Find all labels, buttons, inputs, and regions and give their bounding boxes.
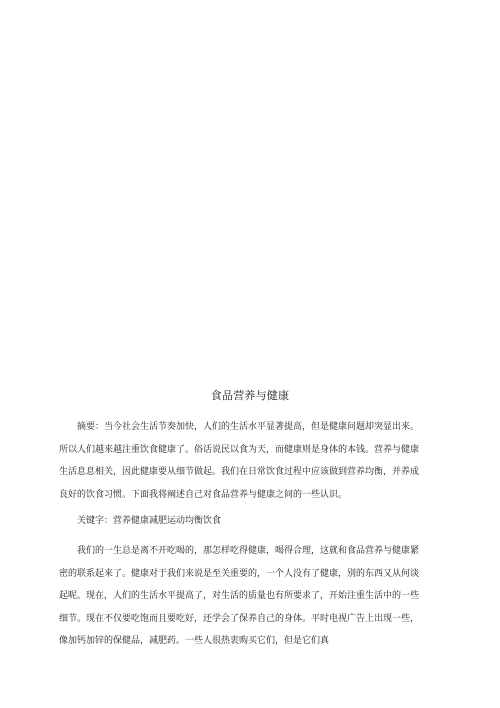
- body-line: 密的联系起来了。健康对于我们来说是至关重要的，一个人没有了健康，别的东西又从何谈: [59, 568, 420, 579]
- abstract-paragraph: [59, 416, 441, 506]
- abstract-line: 生活息息相关，因此健康要从细节做起。我们在日常饮食过程中应该做到营养均衡，并养成: [59, 467, 420, 477]
- keywords-paragraph: [59, 510, 441, 533]
- body-line: 起呢。现在，人们的生活水平提高了，对生活的质量也有所要求了，开始注重生活中的一些: [59, 591, 420, 601]
- abstract-line: 摘要：当今社会生活节奏加快，人们的生活水平显著提高，但是健康问题却突显出来。: [59, 422, 420, 432]
- document-title: 食品营养与健康: [210, 389, 290, 402]
- body-line: 像加钙加锌的保健品，减肥药。一些人很热衷购买它们，但是它们真: [59, 636, 330, 646]
- body-line: 我们的一生总是离不开吃喝的，那怎样吃得健康，喝得合理，这就和食品营养与健康紧: [59, 546, 420, 556]
- body-paragraph: [59, 540, 441, 653]
- keywords-line: 关键字：营养健康减肥运动均衡饮食: [59, 516, 222, 526]
- abstract-line: 所以人们越来越注重饮食健康了。俗话说民以食为天，而健康则是身体的本钱。营养与健康: [59, 444, 420, 455]
- abstract-line: 良好的饮食习惯。下面我将阐述自己对食品营养与健康之间的一些认识。: [59, 489, 348, 500]
- body-line: 细节。现在不仅要吃饱而且要吃好，还学会了保养自己的身体。平时电视广告上出现一些，: [59, 613, 420, 624]
